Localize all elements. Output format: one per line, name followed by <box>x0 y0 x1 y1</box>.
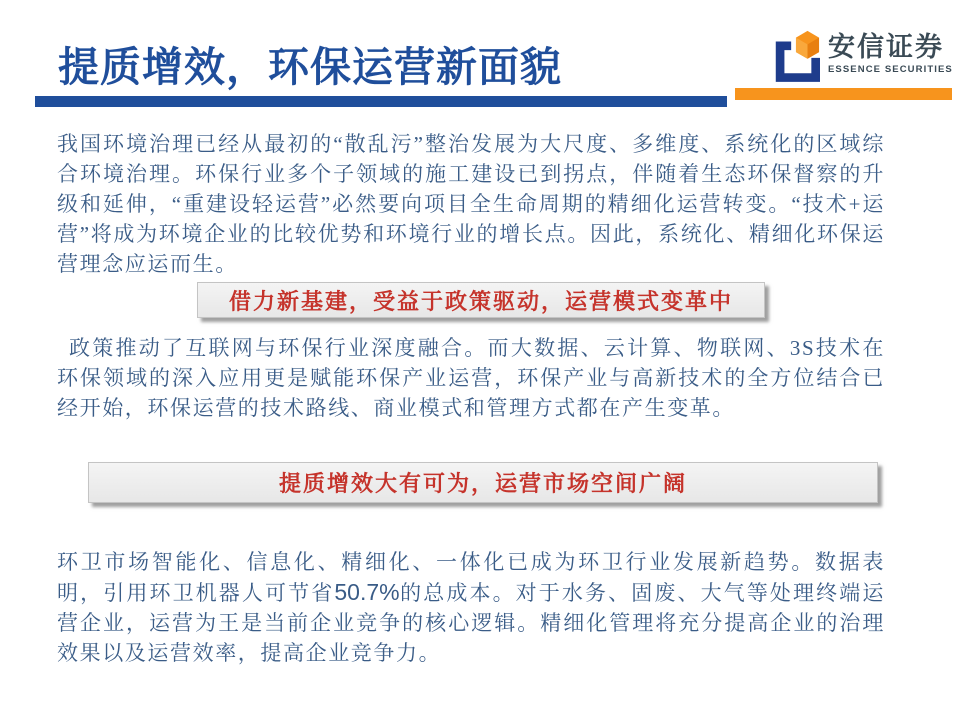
title-underline-bar <box>35 96 727 107</box>
paragraph-policy-integration: 政策推动了互联网与环保行业深度融合。而大数据、云计算、物联网、3S技术在环保领域的深入应用更是赋能环保产业运营，环保产业与高新技术的全方位结合已经开始，环保运营的技术路线、商业模式和管理方式都在产生变革。 <box>57 336 885 420</box>
banner-new-infrastructure-text: 借力新基建，受益于政策驱动，运营模式变革中 <box>228 288 733 314</box>
banner-quality-efficiency-text: 提质增效大有可为，运营市场空间广阔 <box>278 471 687 496</box>
banner-new-infrastructure <box>197 282 765 318</box>
cost-saving-stat: 50.7% <box>334 579 400 605</box>
logo-name-en: ESSENCE SECURITIES <box>828 63 953 75</box>
logo-underline-bar <box>735 88 952 100</box>
paragraph-environment-governance: 我国环境治理已经从最初的“散乱污”整治发展为大尺度、多维度、系统化的区域综合环境治理。环保行业多个子领域的施工建设已到拐点，伴随着生态环保督察的升级和延伸，“重建设轻运营”必然要向项目全生命周期的精细化运营转变。“技术+运营”将成为环境企业的比较优势和环境行业的增长点。因此，系统化、精细化环保运营理念应运而生。 <box>57 132 885 276</box>
logo-name-cn: 安信证券 <box>828 32 944 63</box>
banner-quality-efficiency <box>88 462 878 503</box>
logo-text <box>828 33 953 74</box>
p3-text-after: 的总成本。对于水务、固废、大气等处理终端运营企业，运营为王是当前企业竞争的核心逻辑。精细化管理将充分提高企业的治理效果以及运营效率，提高企业竞争力。 <box>57 581 885 665</box>
slide-title: 提质增效，环保运营新面貌 <box>58 44 562 90</box>
paragraph-sanitation-market <box>57 547 885 668</box>
p3-text-before: 环卫市场智能化、信息化、精细化、一体化已成为环卫行业发展新趋势。数据表明，引用环卫机器人可节省 <box>57 550 885 605</box>
company-logo <box>770 26 953 82</box>
essence-securities-logo-icon <box>770 26 820 82</box>
